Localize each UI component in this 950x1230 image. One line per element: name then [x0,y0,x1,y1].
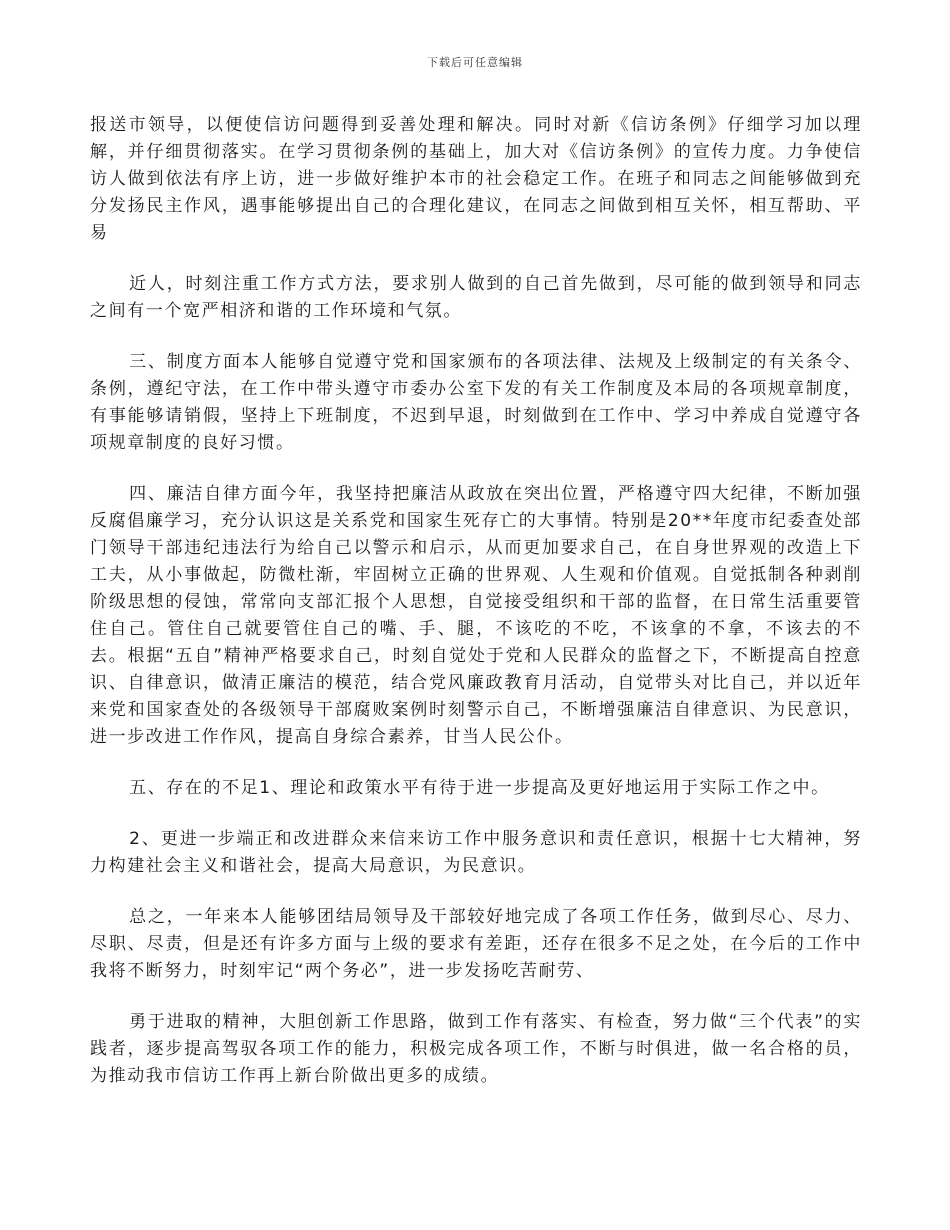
paragraph: 近人，时刻注重工作方式方法，要求别人做到的自己首先做到，尽可能的做到领导和同志之间有一个宽严相济和谐的工作环境和气氛。 [90,274,862,321]
paragraph: 四、廉洁自律方面今年，我坚持把廉洁从政放在突出位置，严格遵守四大纪律，不断加强反腐倡廉学习，充分认识这是关系党和国家生死存亡的大事情。特别是20**年度市纪委查处部门领导干部违纪违法行为给自己以警示和启示，从而更加要求自己，在自身世界观的改造上下工夫，从小事做起，防微杜渐，牢固树立正确的世界观、人生观和价值观。自觉抵制各种剥削阶级思想的侵蚀，常常向支部汇报个人思想，自觉接受组织和干部的监督，在日常生活重要管住自己。管住自己就要管住自己的嘴、手、腿，不该吃的不吃，不该拿的不拿，不该去的不去。根据“五自”精神严格要求自己，时刻自觉处于党和人民群众的监督之下，不断提高自控意识、自律意识，做清正廉洁的模范，结合党风廉政教育月活动，自觉带头对比自己，并以近年来党和国家查处的各级领导干部腐败案例时刻警示自己，不断增强廉洁自律意识、为民意识，进一步改进工作作风，提高自身综合素养，甘当人民公仆。 [90,484,862,747]
document-body [90,112,862,1114]
paragraph: 五、存在的不足1、理论和政策水平有待于进一步提高及更好地运用于实际工作之中。 [129,778,830,798]
paragraph: 2、更进一步端正和改进群众来信来访工作中服务意识和责任意识，根据十七大精神，努力构建社会主义和谐社会，提高大局意识，为民意识。 [90,829,862,876]
paragraph: 总之，一年来本人能够团结局领导及干部较好地完成了各项工作任务，做到尽心、尽力、尽职、尽责，但是还有许多方面与上级的要求有差距，还存在很多不足之处，在今后的工作中我将不断努力，时刻牢记“两个务必”，进一步发扬吃苦耐劳、 [90,907,862,981]
paragraph: 勇于进取的精神，大胆创新工作思路，做到工作有落实、有检查，努力做“三个代表”的实践者，逐步提高驾驭各项工作的能力，积极完成各项工作，不断与时俱进，做一名合格的员，为推动我市信访工作再上新台阶做出更多的成绩。 [90,1012,862,1086]
page-header: 下载后可任意编辑 [427,56,523,69]
paragraph: 三、制度方面本人能够自觉遵守党和国家颁布的各项法律、法规及上级制定的有关条令、条例，遵纪守法，在工作中带头遵守市委办公室下发的有关工作制度及本局的各项规章制度，有事能够请销假，坚持上下班制度，不迟到早退，时刻做到在工作中、学习中养成自觉遵守各项规章制度的良好习惯。 [90,352,862,453]
paragraph: 报送市领导，以便使信访问题得到妥善处理和解决。同时对新《信访条例》仔细学习加以理解，并仔细贯彻落实。在学习贯彻条例的基础上，加大对《信访条例》的宣传力度。力争使信访人做到依法有序上访，进一步做好维护本市的社会稳定工作。在班子和同志之间能够做到充分发扬民主作风，遇事能够提出自己的合理化建议，在同志之间做到相互关怀，相互帮助、平易 [90,115,862,243]
